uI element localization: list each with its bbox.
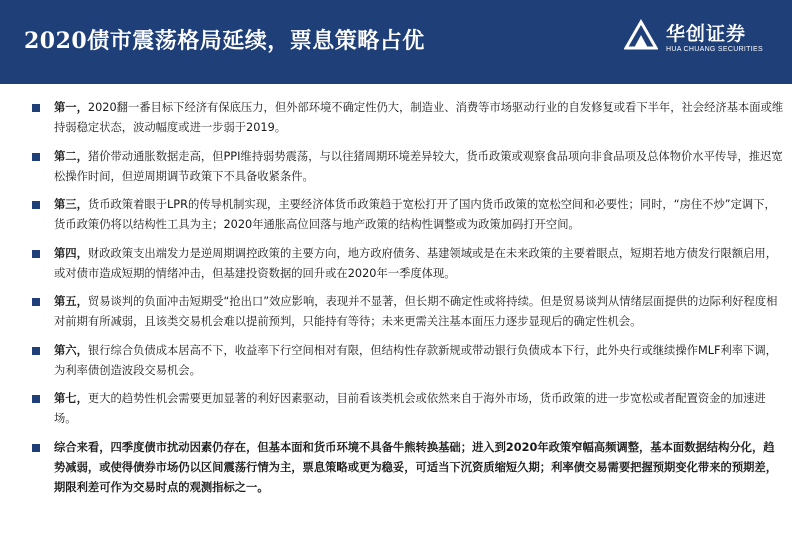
item-text: 贸易谈判的负面冲击短期受“抢出口”效应影响，表现并不显著，但长期不确定性或将持续。但是贸易谈判从情绪层面提供的边际利好程度相对前期有所减弱，且该类交易机会难以提前预判，只能持有等待；未来更需关注基本面压力逐步显现后的确定性机会。 bbox=[54, 295, 778, 328]
brand-subtitle: HUA CHUANG SECURITIES bbox=[666, 46, 763, 53]
list-item bbox=[40, 244, 785, 284]
list-item bbox=[40, 341, 785, 381]
item-lead: 综合来看， bbox=[54, 440, 111, 454]
item-lead: 第六， bbox=[54, 343, 88, 357]
square-bullet-icon bbox=[32, 395, 40, 403]
item-lead: 第五， bbox=[54, 295, 88, 308]
item-text: 财政政策支出端发力是逆周期调控政策的主要方向，地方政府债务、基建领域或是在未来政策的主要着眼点，短期若地方债发行限额启用，或对债市造成短期的情绪冲击，但基建投资数据的回升或在2020年一季度体现。 bbox=[54, 246, 778, 280]
huachuang-logo-icon bbox=[624, 18, 658, 52]
list-item bbox=[40, 292, 785, 332]
item-lead: 第二， bbox=[54, 149, 88, 163]
square-bullet-icon bbox=[32, 250, 40, 258]
summary-item bbox=[40, 438, 785, 498]
list-item bbox=[40, 195, 785, 235]
square-bullet-icon bbox=[32, 104, 40, 112]
item-text: 猪价带动通胀数据走高，但PPI维持弱势震荡，与以往猪周期环境差异较大，货币政策或观察食品项向非食品项及总体物价水平传导，推迟宽松操作时间，但逆周期调节政策下不具备收紧条件。 bbox=[54, 149, 783, 183]
item-text: 更大的趋势性机会需要更加显著的利好因素驱动，目前看该类机会或依然来自于海外市场，货币政策的进一步宽松或者配置资金的加速进场。 bbox=[54, 392, 766, 425]
item-text: 货币政策着眼于LPR的传导机制实现，主要经济体货币政策趋于宽松打开了国内货币政策的宽松空间和必要性；同时，“房住不炒”定调下，货币政策仍将以结构性工具为主；2020年通胀高位回落与地产政策的结构性调整或为政策加码打开空间。 bbox=[54, 198, 776, 231]
item-lead: 第四， bbox=[54, 246, 88, 260]
item-text: 四季度债市扰动因素仍存在，但基本面和货币环境不具备牛熊转换基础；进入到2020年政策窄幅高频调整，基本面数据结构分化，趋势减弱，或使得债券市场仍以区间震荡行情为主，票息策略或更为稳妥，可适当下沉资质缩短久期；利率债交易需要把握预期变化带来的预期差，期限利差可作为交易时点的观测指标之一。 bbox=[54, 440, 778, 494]
header-bar bbox=[0, 0, 792, 84]
brand-name: 华创证券 bbox=[666, 23, 747, 45]
list-item bbox=[40, 389, 785, 429]
square-bullet-icon bbox=[32, 153, 40, 161]
list-item bbox=[40, 147, 785, 187]
brand-logo bbox=[624, 16, 784, 68]
item-text: 2020翻一番目标下经济有保底压力，但外部环境不确定性仍大，制造业、消费等市场驱动行业的自发修复或看下半年，社会经济基本面或维持弱稳定状态，波动幅度或进一步弱于2019。 bbox=[54, 101, 784, 134]
square-bullet-icon bbox=[32, 444, 40, 452]
bullet-list bbox=[40, 98, 785, 506]
item-text: 银行综合负债成本居高不下，收益率下行空间相对有限，但结构性存款新规或带动银行负债成本下行，此外央行或继续操作MLF利率下调，为利率债创造波段交易机会。 bbox=[54, 343, 777, 377]
square-bullet-icon bbox=[32, 201, 40, 209]
square-bullet-icon bbox=[32, 298, 40, 306]
item-lead: 第七， bbox=[54, 392, 88, 405]
item-lead: 第一， bbox=[54, 101, 88, 114]
item-lead: 第三， bbox=[54, 198, 88, 211]
list-item bbox=[40, 98, 785, 138]
slide-title: 2020债市震荡格局延续，票息策略占优 bbox=[24, 28, 425, 54]
content-area bbox=[0, 84, 792, 535]
square-bullet-icon bbox=[32, 347, 40, 355]
